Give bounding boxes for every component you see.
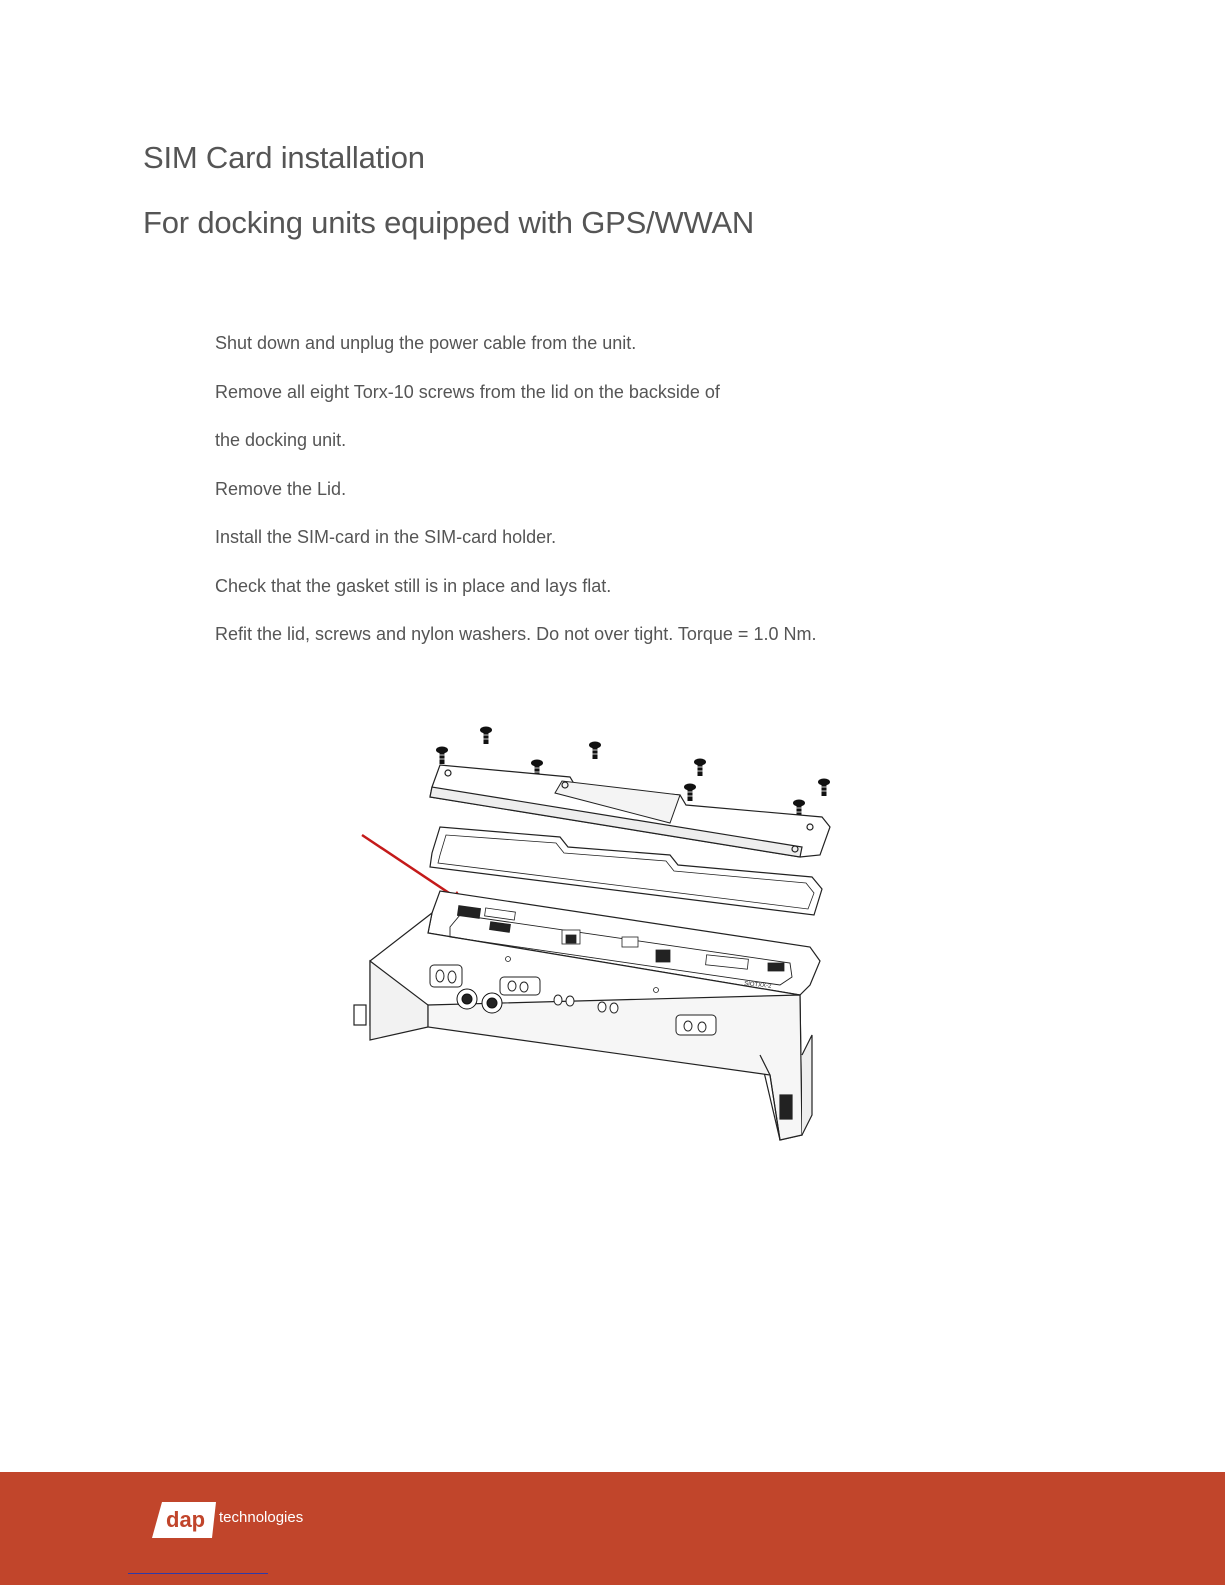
board-label: SIOTXX-2 [743,981,772,990]
instruction-line: Remove all eight Torx-10 screws from the lid on the backside of [215,381,720,402]
instruction-line: the docking unit. [215,430,347,450]
dap-logo [152,1502,216,1538]
page-title: SIM Card installation [143,140,425,175]
instruction-line: Refit the lid, screws and nylon washers. Do not over tight. Torque = 1.0 Nm. [215,624,817,644]
docking-unit-exploded-diagram [340,715,860,1160]
instruction-line: Shut down and unplug the power cable from the unit. [215,333,637,353]
instruction-line: Check that the gasket still is in place and lays flat. [215,575,612,596]
instruction-list [215,330,816,670]
brand-name: technologies [219,1509,304,1526]
docking-unit-housing [354,891,820,1140]
instruction-line: Install the SIM-card in the SIM-card holder. [215,527,557,547]
page-subtitle: For docking units equipped with GPS/WWAN [143,205,755,240]
instruction-line: Remove the Lid. [215,478,347,499]
footer-link-underline [128,1573,268,1574]
lid-plate [430,765,830,857]
svg-text:dap: dap [166,1507,206,1532]
